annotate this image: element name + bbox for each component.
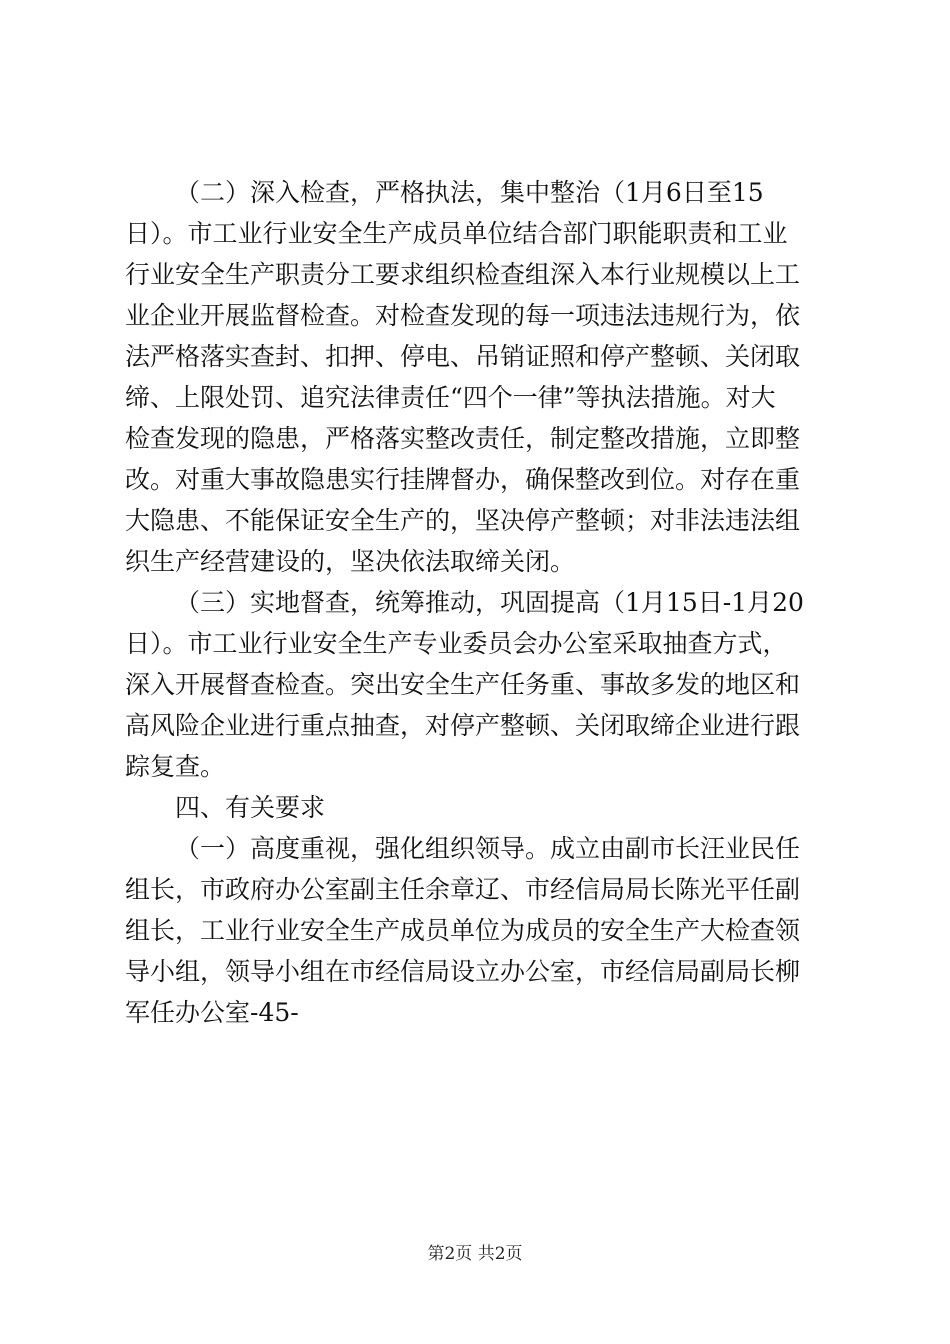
paragraph-line: 检查发现的隐患，严格落实整改责任，制定整改措施，立即整 bbox=[125, 424, 801, 453]
paragraph-line: （三）实地督查，统筹推动，巩固提高（1月15日-1月20 bbox=[175, 588, 804, 617]
paragraph-line: 大隐患、不能保证安全生产的，坚决停产整顿；对非法违法组 bbox=[125, 506, 801, 535]
paragraph-line: 行业安全生产职责分工要求组织检查组深入本行业规模以上工 bbox=[125, 260, 801, 289]
page-number-label: 第2页 共2页 bbox=[427, 1244, 523, 1264]
paragraph-line: 导小组，领导小组在市经信局设立办公室，市经信局副局长柳 bbox=[125, 957, 801, 986]
section-heading: 四、有关要求 bbox=[175, 793, 326, 822]
paragraph-line: 组长，市政府办公室副主任余章辽、市经信局局长陈光平任副 bbox=[125, 875, 801, 904]
paragraph-line: 业企业开展监督检查。对检查发现的每一项违法违规行为，依 bbox=[125, 301, 801, 330]
paragraph-line: 高风险企业进行重点抽查，对停产整顿、关闭取缔企业进行跟 bbox=[125, 711, 801, 740]
paragraph-line: 日）。市工业行业安全生产专业委员会办公室采取抽查方式， bbox=[125, 629, 788, 658]
page-footer bbox=[0, 1242, 950, 1266]
paragraph-line: 日）。市工业行业安全生产成员单位结合部门职能职责和工业 bbox=[125, 219, 788, 248]
paragraph-line: 踪复查。 bbox=[125, 752, 226, 781]
paragraph-line: 法严格落实查封、扣押、停电、吊销证照和停产整顿、关闭取 bbox=[125, 342, 801, 371]
paragraph-line: 织生产经营建设的，坚决依法取缔关闭。 bbox=[125, 547, 576, 576]
paragraph-line: 缔、上限处罚、追究法律责任“四个一律”等执法措施。对大 bbox=[125, 383, 776, 412]
paragraph-line: （一）高度重视，强化组织领导。成立由副市长汪业民任 bbox=[175, 834, 801, 863]
paragraph-line: 改。对重大事故隐患实行挂牌督办，确保整改到位。对存在重 bbox=[125, 465, 801, 494]
paragraph-line: 深入开展督查检查。突出安全生产任务重、事故多发的地区和 bbox=[125, 670, 801, 699]
paragraph-line: （二）深入检查，严格执法，集中整治（1月6日至15 bbox=[175, 178, 764, 207]
paragraph-line: 组长，工业行业安全生产成员单位为成员的安全生产大检查领 bbox=[125, 916, 801, 945]
document-body bbox=[125, 172, 830, 1033]
paragraph-line: 军任办公室-45- bbox=[125, 998, 299, 1027]
